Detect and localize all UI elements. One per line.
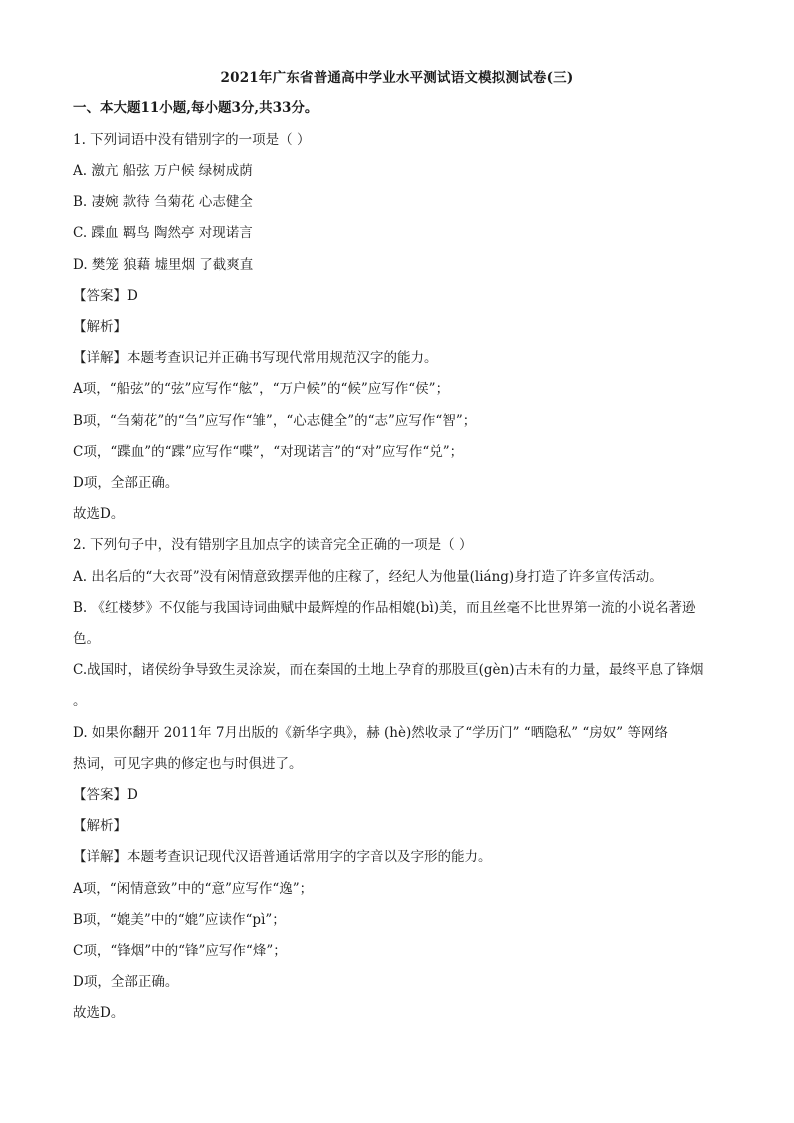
q2-option-c-line1: C.战国时，诸侯纷争导致生灵涂炭，而在秦国的土地上孕育的那股亘(gèn)古未有的力量，最终平息了锋烟 xyxy=(73,662,704,678)
q2-explanation-a: A项，“闲情意致”中的“意”应写作“逸”； xyxy=(73,881,314,897)
q2-option-c-line2: 。 xyxy=(73,693,87,709)
q2-option-d-line2: 热词，可见字典的修定也与时俱进了。 xyxy=(73,756,303,772)
q2-answer: 【答案】D xyxy=(73,787,138,803)
q1-option-a: A. 激亢 船弦 万户候 绿树成荫 xyxy=(73,163,253,179)
q1-explanation-c: C项，“蹀血”的“蹀”应写作“喋”，“对现诺言”的“对”应写作“兑”； xyxy=(73,444,464,460)
q2-option-d-line1: D. 如果你翻开 2011年 7月出版的《新华字典》，赫 (hè)然收录了“学历门” “晒隐私” “房奴” 等网络 xyxy=(73,725,668,741)
q2-explanation-c: C项，“锋烟”中的“锋”应写作“烽”； xyxy=(73,943,287,959)
q2-detail: 【详解】本题考查识记现代汉语普通话常用字的字音以及字形的能力。 xyxy=(73,849,492,865)
q1-explanation-a: A项，“船弦”的“弦”应写作“舷”，“万户候”的“候”应写作“侯”； xyxy=(73,381,450,397)
q1-option-c: C. 蹀血 羁鸟 陶然亭 对现诺言 xyxy=(73,225,253,241)
q1-conclusion: 故选D。 xyxy=(73,506,125,522)
q1-option-d: D. 樊笼 狼藉 墟里烟 了截爽直 xyxy=(73,257,254,273)
q2-option-b-line2: 色。 xyxy=(73,631,100,647)
q1-option-b: B. 凄婉 款待 刍菊花 心志健全 xyxy=(73,194,253,210)
q1-analysis: 【解析】 xyxy=(73,319,127,335)
q2-option-a: A. 出名后的“大衣哥”没有闲情意致摆弄他的庄稼了，经纪人为他量(liáng)身打造了许多宣传活动。 xyxy=(73,569,663,585)
page-title: 2021年广东省普通高中学业水平测试语文模拟测试卷(三) xyxy=(220,70,574,86)
q1-answer: 【答案】D xyxy=(73,288,138,304)
q2-option-b-line1: B. 《红楼梦》不仅能与我国诗词曲赋中最辉煌的作品相媲(bì)美，而且丝毫不比世界第一流的小说名著逊 xyxy=(73,600,696,616)
section-heading: 一、本大题11小题,每小题3分,共33分。 xyxy=(73,100,319,116)
q2-explanation-b: B项，“媲美”中的“媲”应读作“pì”； xyxy=(73,912,286,928)
q2-explanation-d: D项，全部正确。 xyxy=(73,974,179,990)
q1-detail: 【详解】本题考查识记并正确书写现代常用规范汉字的能力。 xyxy=(73,350,438,366)
q2-stem: 2. 下列句子中，没有错别字且加点字的读音完全正确的一项是（ ） xyxy=(73,537,473,553)
q1-stem: 1. 下列词语中没有错别字的一项是（ ） xyxy=(73,132,311,148)
q1-explanation-d: D项，全部正确。 xyxy=(73,475,179,491)
q2-conclusion: 故选D。 xyxy=(73,1005,125,1021)
q1-explanation-b: B项，“刍菊花”的“刍”应写作“雏”，“心志健全”的“志”应写作“智”； xyxy=(73,413,477,429)
q2-analysis: 【解析】 xyxy=(73,818,127,834)
